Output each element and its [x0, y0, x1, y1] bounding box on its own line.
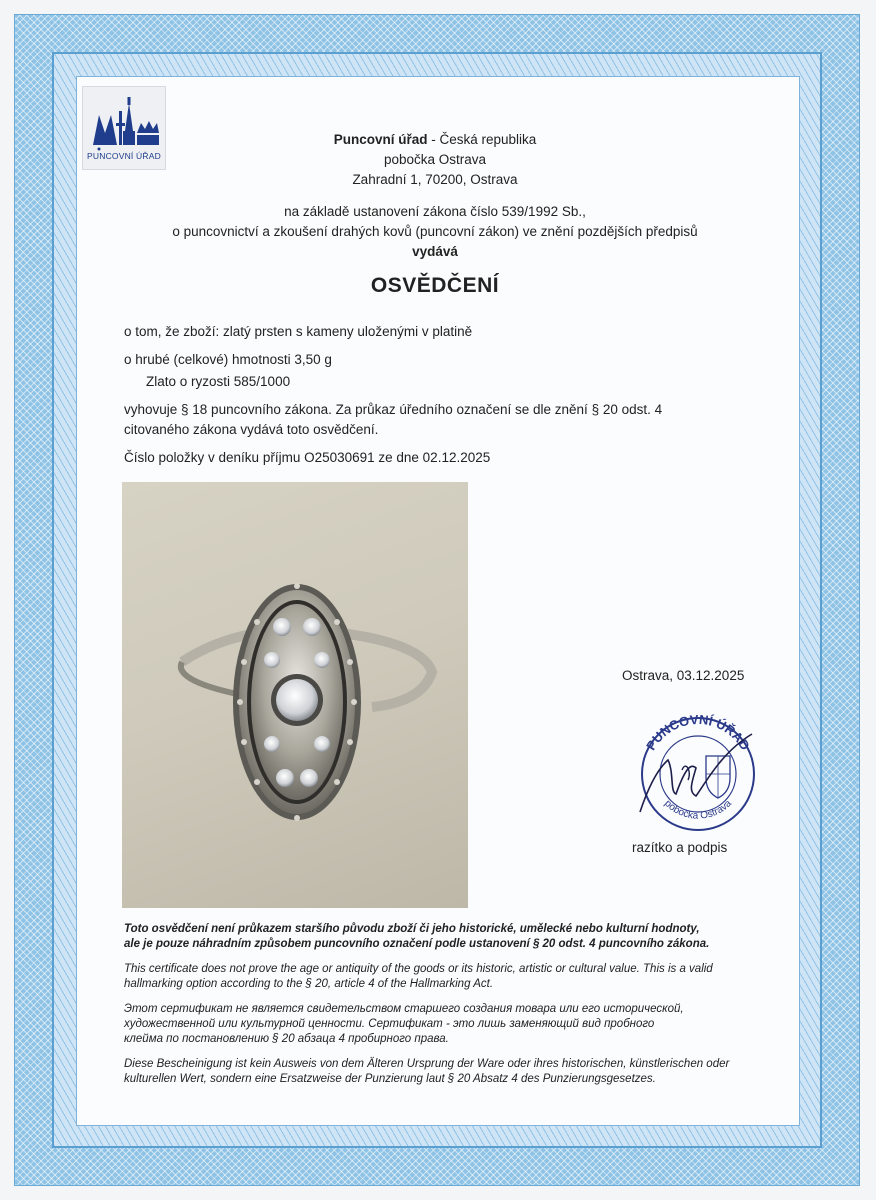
svg-text:pobočka Ostrava — [662, 798, 734, 822]
goods-description: o tom, že zboží: zlatý prsten s kameny uloženými v platině — [124, 324, 473, 339]
disclaimer-cz-line1: Toto osvědčení není průkazem staršího původu zboží či jeho historické, umělecké nebo kulturní hodnoty, — [124, 923, 700, 935]
compliance-line2: citovaného zákona vydává toto osvědčení. — [124, 422, 379, 437]
disclaimer-de-line1: Diese Bescheinigung ist kein Ausweis von dem Älteren Ursprung der Ware oder ihres historischen, künstlerischen oder — [124, 1058, 730, 1070]
disclaimer-ru — [124, 1002, 764, 1047]
legal-basis-line2: o puncovnictví a zkoušení drahých kovů (puncovní zákon) ve znění pozdějších předpisů — [172, 224, 698, 239]
certificate-title: OSVĚDČENÍ — [370, 274, 500, 297]
stamp-top-text: PUNCOVNÍ ÚŘAD — [643, 712, 753, 753]
stamp-bottom-text: pobočka Ostrava — [662, 798, 734, 822]
disclaimer-ru-line1: Этот сертификат не является свидетельством старшего создания товара или его исторической, — [124, 1003, 684, 1015]
official-stamp — [630, 712, 780, 837]
logo-caption: PUNCOVNÍ ÚŘAD — [87, 151, 161, 161]
gold-fineness: Zlato o ryzosti 585/1000 — [146, 374, 291, 389]
ring-photo — [122, 482, 468, 908]
disclaimer-de-line2: kulturellen Wert, sondern eine Ersatzweise der Punzierung laut § 20 Absatz 4 des Punzierungsgesetzes. — [124, 1073, 656, 1085]
address-line: Zahradní 1, 70200, Ostrava — [352, 172, 518, 187]
disclaimer-en-line2: hallmarking option according to the § 20, article 4 of the Hallmarking Act. — [124, 978, 494, 990]
disclaimer-cz-line2: ale je pouze náhradním způsobem puncovního označení podle ustanovení § 20 odst. 4 puncovního zákona. — [124, 938, 710, 950]
certificate-header — [170, 130, 700, 262]
place-and-date: Ostrava, 03.12.2025 — [622, 668, 745, 683]
compliance-line1: vyhovuje § 18 puncovního zákona. Za průkaz úředního označení se dle znění § 20 odst. 4 — [124, 402, 663, 417]
legal-basis-line1: na základě ustanovení zákona číslo 539/1992 Sb., — [284, 204, 586, 219]
disclaimer-cz — [124, 922, 764, 952]
center-diamond — [276, 679, 318, 721]
stamp-and-signature-label: razítko a podpis — [632, 840, 728, 855]
branch-line: pobočka Ostrava — [383, 152, 487, 167]
disclaimer-en-line1: This certificate does not prove the age or antiquity of the goods or its historic, artistic or cultural value. This is a valid — [124, 963, 713, 975]
office-line — [170, 130, 700, 150]
stamp-seal-icon — [630, 712, 780, 832]
disclaimer-ru-line3: клейма по постановлению § 20 абзаца 4 пробирного права. — [124, 1033, 449, 1045]
gross-weight: o hrubé (celkové) hmotnosti 3,50 g — [124, 352, 332, 367]
hallmark-office-logo — [82, 86, 166, 170]
item-number: Číslo položky v deníku příjmu O25030691 ze dne 02.12.2025 — [124, 450, 491, 465]
issues-label: vydává — [412, 244, 458, 259]
logo-emblem-icon — [89, 93, 161, 151]
disclaimer-en — [124, 962, 764, 992]
disclaimer-ru-line2: художественной или культурной ценности. Сертификат - это лишь заменяющий вид пробного — [124, 1018, 655, 1030]
ring-illustration — [122, 482, 468, 908]
office-name: Puncovní úřad — [333, 132, 428, 147]
office-country: - Česká republika — [427, 132, 537, 147]
disclaimer-notes — [124, 922, 764, 1097]
disclaimer-de — [124, 1057, 764, 1087]
